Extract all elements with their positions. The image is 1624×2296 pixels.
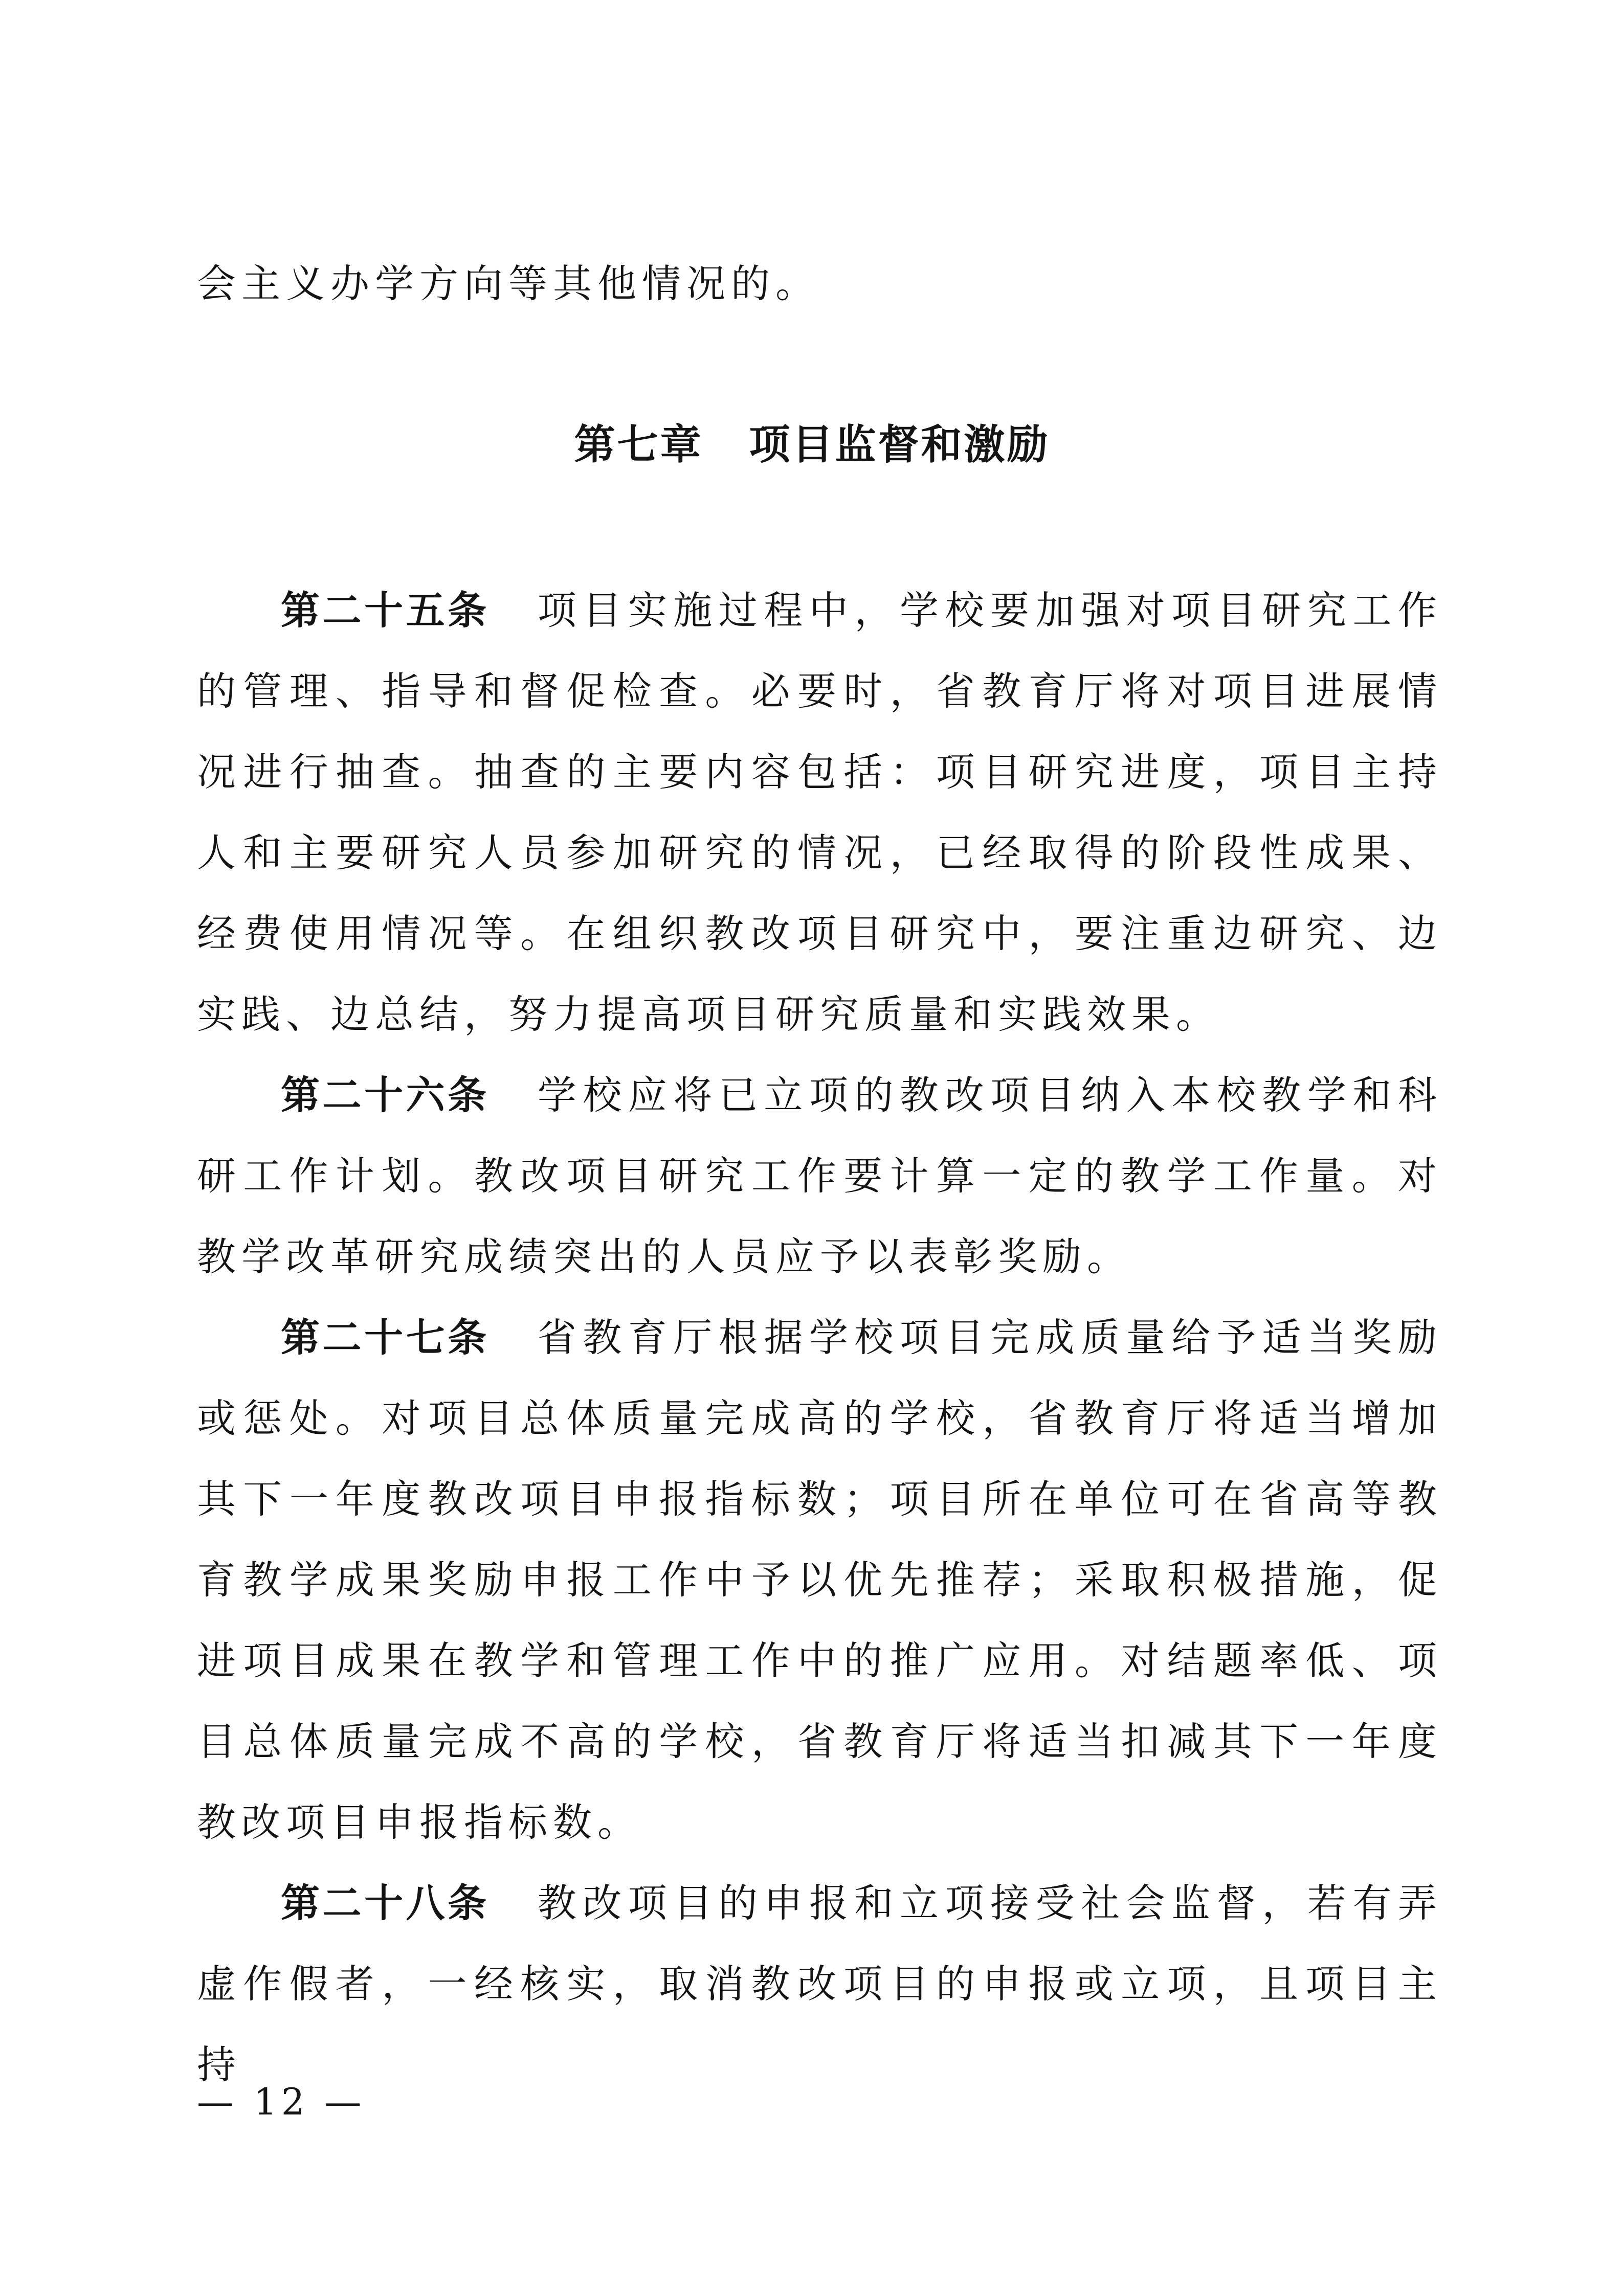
article-text: 学校应将已立项的教改项目纳入本校教学和科研工作计划。教改项目研究工作要计算一定的教学工作量。对教学改革研究成绩突出的人员应予以表彰奖励。 <box>197 1072 1443 1279</box>
article-number: 第二十八条 <box>281 1880 490 1926</box>
article-27 <box>197 1297 1442 1863</box>
chapter-heading <box>0 404 1624 486</box>
article-28 <box>197 1863 1442 2105</box>
chapter-number: 第七章 <box>574 421 703 468</box>
article-number: 第二十七条 <box>281 1315 490 1360</box>
article-text: 教改项目的申报和立项接受社会监督，若有弄虚作假者，一经核实，取消教改项目的申报或立项，且项目主持 <box>197 1880 1443 2087</box>
article-25 <box>197 570 1442 1055</box>
chapter-title-text: 项目监督和激励 <box>749 421 1050 468</box>
article-text: 项目实施过程中，学校要加强对项目研究工作的管理、指导和督促检查。必要时，省教育厅将对项目进展情况进行抽查。抽查的主要内容包括：项目研究进度，项目主持人和主要研究人员参加研究的情况，已经取得的阶段性成果、经费使用情况等。在组织教改项目研究中，要注重边研究、边实践、边总结，努力提高项目研究质量和实践效果。 <box>197 588 1443 1037</box>
articles-section <box>197 570 1442 2105</box>
article-26 <box>197 1055 1442 1297</box>
page-number: — 12 — <box>197 2080 366 2123</box>
article-number: 第二十六条 <box>281 1072 490 1118</box>
continuation-paragraph: 会主义办学方向等其他情况的。 <box>197 261 820 306</box>
article-text: 省教育厅根据学校项目完成质量给予适当奖励或惩处。对项目总体质量完成高的学校，省教育厅将适当增加其下一年度教改项目申报指标数；项目所在单位可在省高等教育教学成果奖励申报工作中予以优先推荐；采取积极措施，促进项目成果在教学和管理工作中的推广应用。对结题率低、项目总体质量完成不高的学校，省教育厅将适当扣减其下一年度教改项目申报指标数。 <box>197 1315 1443 1845</box>
article-number: 第二十五条 <box>281 588 490 633</box>
